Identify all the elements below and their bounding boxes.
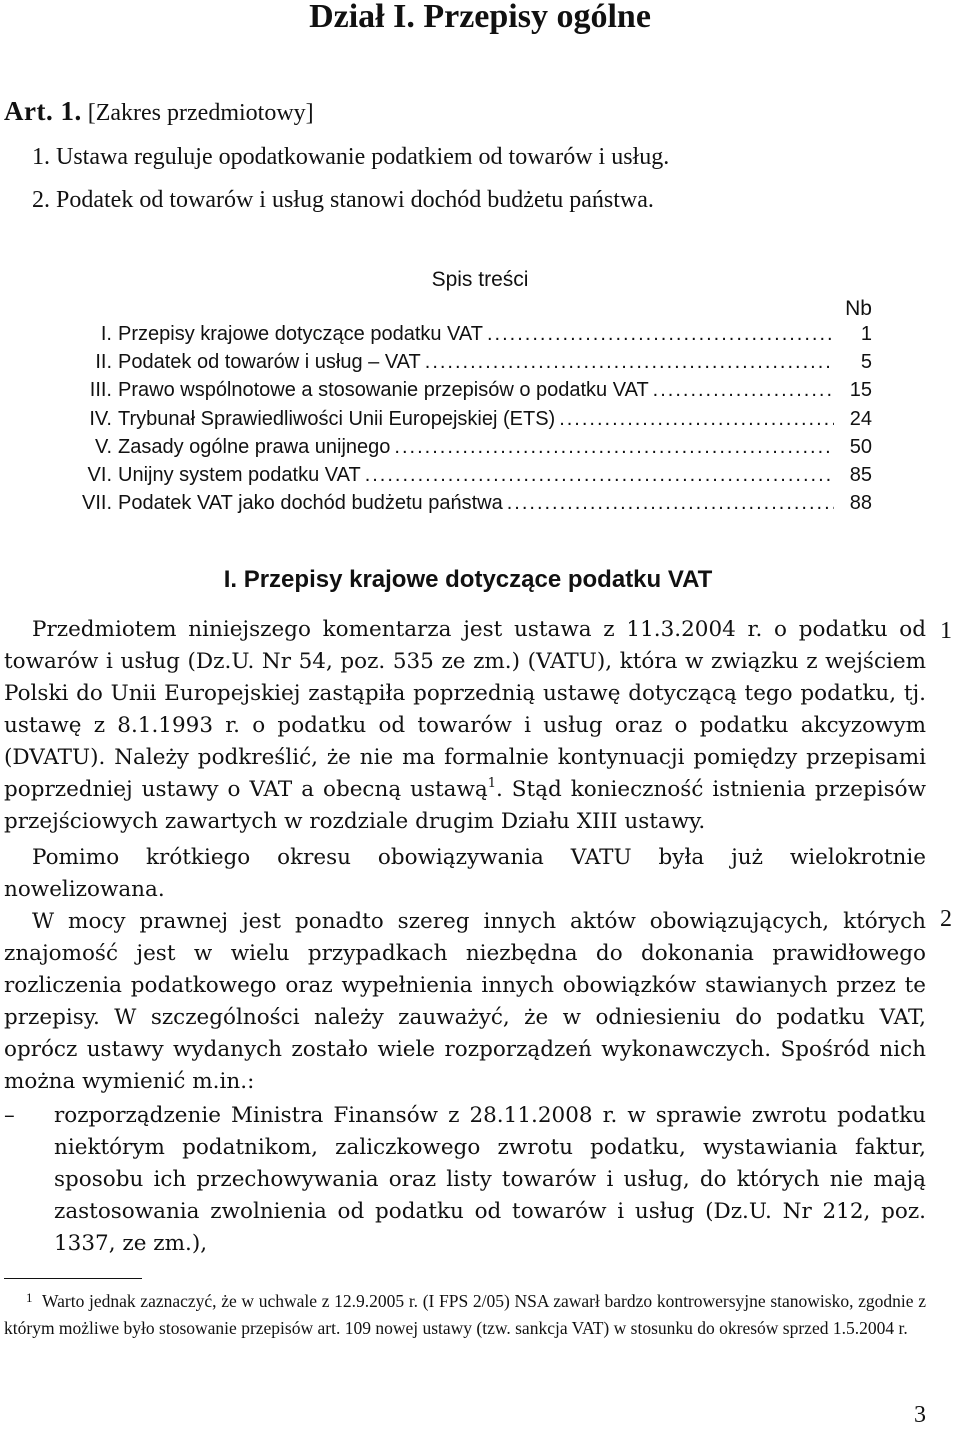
toc-entry-title: Unijny system podatku VAT bbox=[118, 463, 361, 486]
article-item-1: 1. Ustawa reguluje opodatkowanie podatkiem od towarów i usług. bbox=[32, 144, 670, 170]
footnote: 1 Warto jednak zaznaczyć, że w uchwale z 12.9.2005 r. (I FPS 2/05) NSA zawarł bardzo kontrowersyjne stanowisko, zgodnie z którym możliwe było stosowanie przepisów art. 109 nowej ustawy (tzw. sankcja VAT) w stosunku do okresów sprzed 1.5.2004 r. bbox=[4, 1290, 926, 1338]
dash-bullet: – bbox=[4, 1103, 15, 1128]
toc-entry-number: III. bbox=[89, 379, 112, 402]
toc-entry-title: Prawo wspólnotowe a stosowanie przepisów o podatku VAT bbox=[118, 379, 649, 402]
toc-entry[interactable] bbox=[60, 436, 872, 464]
toc-entry[interactable] bbox=[60, 492, 872, 520]
toc-entry-number: I. bbox=[100, 323, 112, 345]
toc-entry[interactable] bbox=[60, 464, 872, 492]
toc-leader-dots bbox=[487, 323, 834, 346]
toc-entry-title: Przepisy krajowe dotyczące podatku VAT bbox=[118, 323, 483, 345]
toc-entry-number: IV. bbox=[89, 407, 112, 430]
chapter-title: Dział I. Przepisy ogólne bbox=[309, 0, 651, 35]
article-label: Art. 1. bbox=[4, 96, 82, 126]
toc-entry-title: Trybunał Sprawiedliwości Unii Europejskiej (ETS) bbox=[118, 407, 556, 430]
toc-leader-dots bbox=[394, 436, 834, 459]
paragraph-1-text: Przedmiotem niniejszego komentarza jest ustawa z 11.3.2004 r. o podatku od towarów i usług (Dz.U. Nr 54, poz. 535 ze zm.) (VATU), która w związku z wejściem Polski do Unii Europejskiej zastąpiła poprzednią ustawę dotyczącą tego podatku, tj. ustawę z 8.1.1993 r. o podatku od towarów i usług oraz o podatku akcyzowym (DVATU). Należy podkreślić, że nie ma formalnie kontynuacji pomiędzy przepisami poprzedniej ustawy o VAT a obecną ustawą bbox=[4, 617, 926, 802]
toc-entry-title: Podatek VAT jako dochód budżetu państwa bbox=[118, 492, 503, 515]
toc-entry[interactable] bbox=[60, 323, 872, 351]
toc-entry-number: II. bbox=[95, 351, 112, 374]
paragraph-1 bbox=[4, 614, 926, 838]
toc-entry-title: Zasady ogólne prawa unijnego bbox=[118, 435, 391, 458]
toc-entry[interactable] bbox=[60, 351, 872, 379]
toc-leader-dots bbox=[559, 408, 834, 431]
toc-entry-page: 85 bbox=[849, 463, 872, 486]
toc-entry-page: 88 bbox=[849, 492, 872, 515]
toc-title: Spis treści bbox=[431, 268, 529, 291]
article-heading bbox=[4, 96, 314, 127]
paragraph-3: W mocy prawnej jest ponadto szereg innych aktów obowiązujących, których znajomość jest w wielu przypadkach niezbędna do dokonania prawidłowego rozliczenia podatkowego oraz wypełnienia innych obowiązków stawianych przez te przepisy. W szczególności należy zauważyć, że w odniesieniu do podatku VAT, oprócz ustawy wydanych zostało wiele rozporządzeń wykonawczych. Spośród nich można wymienić m.in.: bbox=[4, 909, 926, 1094]
margin-number-1: 1 bbox=[940, 618, 952, 644]
toc-entry-page: 15 bbox=[849, 379, 872, 402]
toc-entry-page: 50 bbox=[849, 435, 872, 458]
toc-entry-page: 5 bbox=[860, 351, 872, 374]
page-number: 3 bbox=[914, 1402, 926, 1428]
article-item-2: 2. Podatek od towarów i usług stanowi dochód budżetu państwa. bbox=[32, 187, 654, 213]
toc-entry-page: 24 bbox=[849, 407, 872, 430]
toc-entry-page: 1 bbox=[860, 323, 872, 345]
toc-entry[interactable] bbox=[60, 379, 872, 407]
list-item-text: rozporządzenie Ministra Finansów z 28.11.2008 r. w sprawie zwrotu podatku niektórym podatnikom, zaliczkowego zwrotu podatku, wystawiania faktur, sposobu ich przechowywania oraz listy towarów i usług, do których nie mają zastosowania zwolnienia od podatku od towarów i usług (Dz.U. Nr 212, poz. 1337, ze zm.), bbox=[54, 1103, 926, 1256]
article-subject: [Zakres przedmiotowy] bbox=[87, 100, 314, 126]
toc-column-label: Nb bbox=[845, 297, 872, 320]
toc-entry-number: VII. bbox=[81, 492, 112, 515]
toc-leader-dots bbox=[425, 351, 834, 374]
toc-leader-dots bbox=[365, 464, 834, 487]
paragraph-1-tail: . Stąd konieczność istnienia przepisów przejściowych zawartych w rozdziale drugim Działu XIII ustawy. bbox=[4, 777, 926, 834]
toc-leader-dots bbox=[653, 379, 834, 402]
toc-leader-dots bbox=[507, 492, 834, 515]
toc-entry-title: Podatek od towarów i usług – VAT bbox=[118, 351, 421, 374]
footnote-text: Warto jednak zaznaczyć, że w uchwale z 12.9.2005 r. (I FPS 2/05) NSA zawarł bardzo kontrowersyjne stanowisko, zgodnie z którym możliwe było stosowanie przepisów art. 109 nowej ustawy (tzw. sankcja VAT) w stosunku do okresów sprzed 1.5.2004 r. bbox=[4, 1291, 926, 1338]
toc-entry-number: V. bbox=[94, 435, 112, 458]
toc-entry-number: VI. bbox=[87, 463, 112, 486]
section-title: I. Przepisy krajowe dotyczące podatku VAT bbox=[223, 566, 713, 593]
footnote-reference[interactable]: 1 bbox=[487, 776, 496, 791]
toc-entry[interactable] bbox=[60, 408, 872, 436]
margin-number-2: 2 bbox=[940, 906, 952, 932]
table-of-contents bbox=[60, 323, 872, 520]
paragraph-2: Pomimo krótkiego okresu obowiązywania VATU była już wielokrotnie nowelizowana. bbox=[4, 845, 926, 902]
footnote-divider bbox=[4, 1278, 142, 1279]
